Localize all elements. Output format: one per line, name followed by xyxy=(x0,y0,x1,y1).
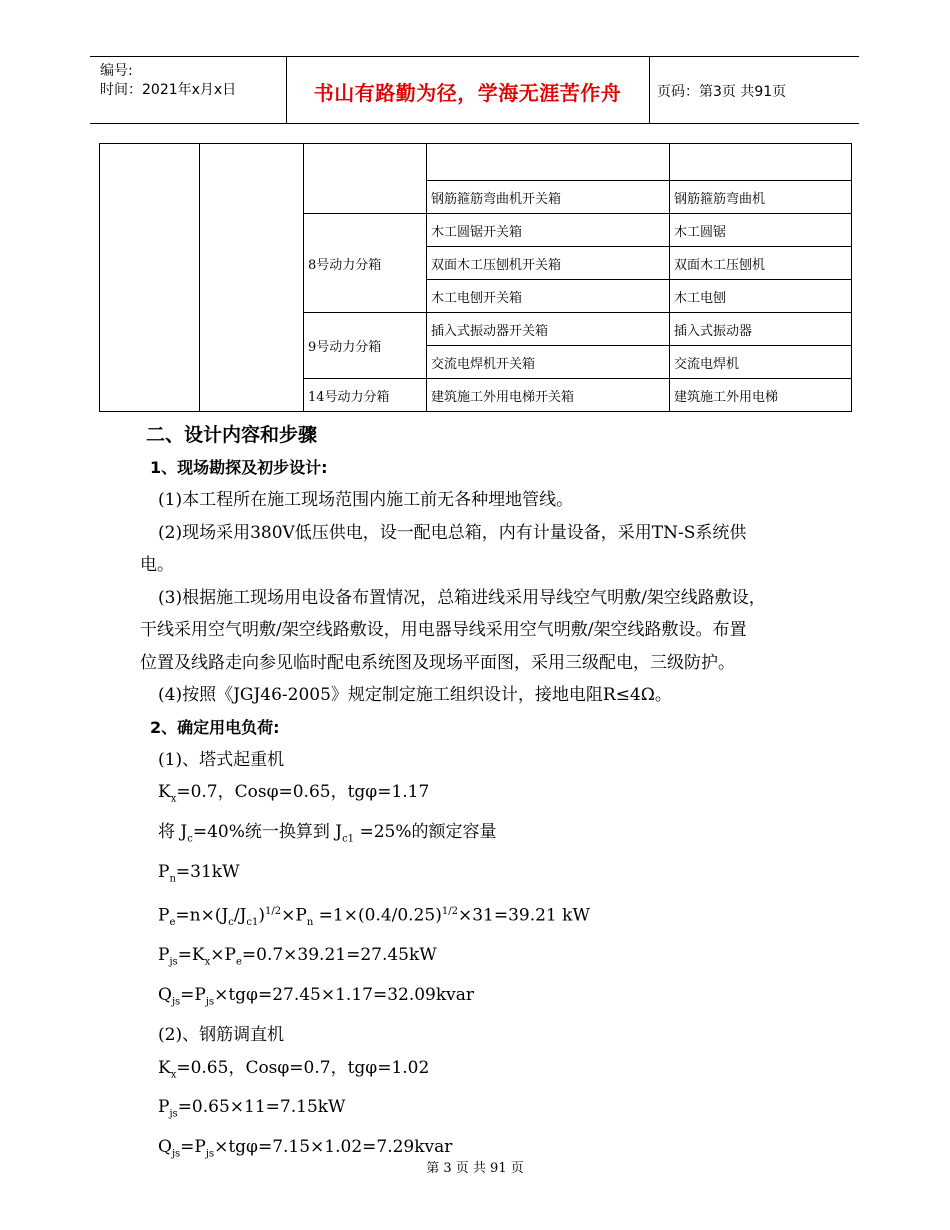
page-footer: 第 3 页 共 91 页 xyxy=(426,1161,524,1176)
formula: $Q_{js}=P_{js}\times tg\varphi=27.45\times 1.17=32.09kvar$ xyxy=(158,985,475,1008)
paragraph: 位置及线路走向参见临时配电系统图及现场平面图，采用三级配电，三级防护。 xyxy=(140,652,735,673)
document-body xyxy=(140,414,840,1171)
section-heading: 二、设计内容和步骤 xyxy=(146,424,318,446)
page-header xyxy=(90,56,859,124)
table-cell xyxy=(200,144,304,412)
table-cell xyxy=(670,144,852,181)
table-cell xyxy=(427,144,670,181)
header-divider xyxy=(649,57,650,123)
header-motto: 书山有路勤为径，学海无涯苦作舟 xyxy=(313,81,622,105)
formula: $K_x=0.65$，Cosφ=0.7，tgφ=1.02 xyxy=(158,1057,430,1080)
distribution-box-label: 8号动力分箱 xyxy=(304,214,427,313)
table-cell: 双面木工压刨机 xyxy=(670,247,852,280)
formula: $P_e=n\times(J_c/J_{c1})^{1/2}\times P_n =1\times(0.4/0.25)^{1/2}\times 31=39.21$ kW xyxy=(158,905,590,928)
table-cell: 木工电刨开关箱 xyxy=(427,280,670,313)
distribution-box-label: 14号动力分箱 xyxy=(304,379,427,412)
table-cell: 交流电焊机 xyxy=(670,346,852,379)
table-cell: 插入式振动器开关箱 xyxy=(427,313,670,346)
subsection-heading: 1、现场勘探及初步设计: xyxy=(150,458,328,477)
paragraph: 干线采用空气明敷/架空线路敷设，用电器导线采用空气明敷/架空线路敷设。布置 xyxy=(140,620,747,640)
formula: $P_n=31kW$ xyxy=(158,861,240,885)
paragraph: (3)根据施工现场用电设备布置情况，总箱进线采用导线空气明敷/架空线路敷设， xyxy=(158,587,766,608)
table-cell: 建筑施工外用电梯 xyxy=(670,379,852,412)
subsection-heading: 2、确定用电负荷: xyxy=(150,717,280,737)
table-cell xyxy=(100,144,200,412)
formula: $P_{js}=K_x\times P_e=0.7\times 39.21=27.45kW$ xyxy=(158,945,437,968)
table-cell: 木工圆锯 xyxy=(670,214,852,247)
table-cell: 钢筋箍筋弯曲机开关箱 xyxy=(427,181,670,214)
formula: $Q_{js}=P_{js}\times tg\varphi=7.15\times 1.02=7.29kvar$ xyxy=(158,1137,453,1160)
formula: $K_x=0.7$，Cosφ=0.65，tgφ=1.17 xyxy=(158,782,430,805)
formula: $P_{js}=0.65\times 11=7.15kW$ xyxy=(158,1097,346,1120)
list-item: (1)、塔式起重机 xyxy=(158,749,285,770)
table-cell: 双面木工压刨机开关箱 xyxy=(427,247,670,280)
table-cell: 插入式振动器 xyxy=(670,313,852,346)
distribution-table xyxy=(99,143,852,412)
table-cell: 木工圆锯开关箱 xyxy=(427,214,670,247)
paragraph: (2)现场采用380V低压供电，设一配电总箱，内有计量设备，采用TN-S系统供 xyxy=(158,522,747,543)
document-time: 时间：2021年x月x日 xyxy=(100,82,237,98)
table-cell: 木工电刨 xyxy=(670,280,852,313)
header-meta xyxy=(100,62,236,100)
paragraph: 电。 xyxy=(140,555,174,575)
table-cell: 建筑施工外用电梯开关箱 xyxy=(427,379,670,412)
paragraph: (1)本工程所在施工现场范围内施工前无各种埋地管线。 xyxy=(158,490,574,510)
document-number-label: 编号: xyxy=(100,63,133,79)
header-page-info: 页码：第3页 共91页 xyxy=(657,84,787,100)
table-cell xyxy=(304,144,427,214)
distribution-box-label: 9号动力分箱 xyxy=(304,313,427,379)
table-row xyxy=(100,144,852,181)
paragraph: (4)按照《JGJ46-2005》规定制定施工组织设计，接地电阻R≤4Ω。 xyxy=(158,685,672,705)
list-item: (2)、钢筋调直机 xyxy=(158,1025,285,1045)
table-cell: 交流电焊机开关箱 xyxy=(427,346,670,379)
formula: 将 $J_c=40\%$统一换算到 $J_{c1} =25\%$的额定容量 xyxy=(158,821,497,845)
table-cell: 钢筋箍筋弯曲机 xyxy=(670,181,852,214)
